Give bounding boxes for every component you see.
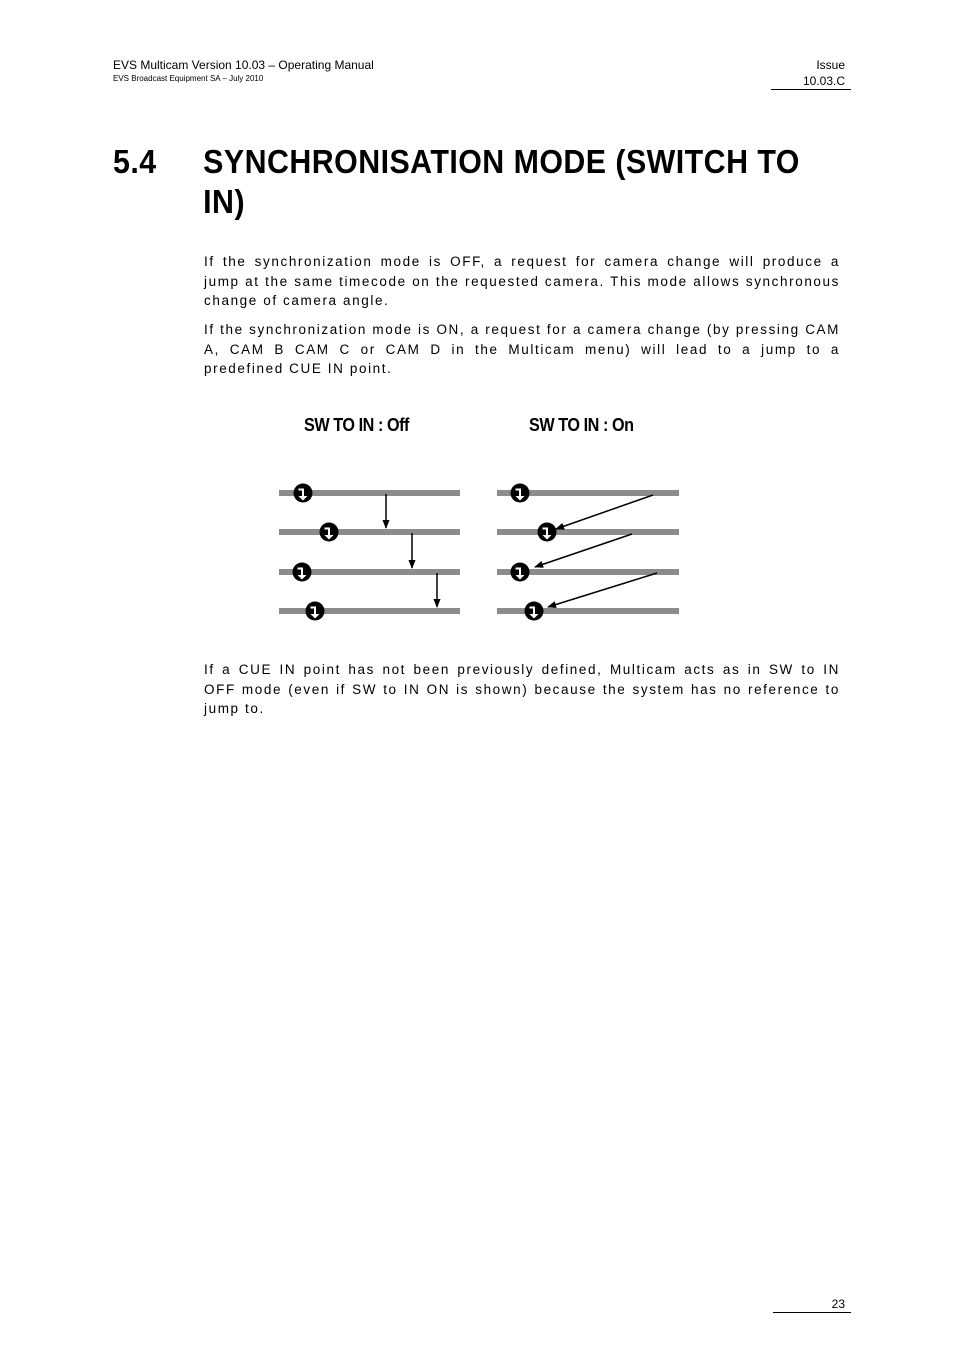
page-number: 23	[773, 1296, 851, 1313]
document-publisher: EVS Broadcast Equipment SA – July 2010	[113, 74, 264, 83]
timeline-bar-on-2	[497, 529, 679, 535]
page-header-right	[771, 58, 851, 90]
diagram-graphic	[270, 405, 690, 635]
issue-label: Issue	[816, 58, 845, 72]
paragraph-no-cue-in: If a CUE IN point has not been previously defined, Multicam acts as in SW to IN OFF mode (even if SW to IN ON is shown) because the system has no reference to jump to.	[204, 662, 840, 716]
section-title: SYNCHRONISATION MODE (SWITCH TO IN)	[203, 143, 800, 220]
diagram-label-off: SW TO IN : Off	[304, 415, 409, 435]
diagram-label-on: SW TO IN : On	[529, 415, 634, 435]
timeline-bar-off-2	[279, 529, 460, 535]
cue-in-marker-icon	[511, 563, 530, 582]
cue-in-marker-icon	[525, 602, 544, 621]
cue-in-marker-icon	[306, 602, 325, 621]
cue-in-marker-icon	[320, 523, 339, 542]
paragraph-sync-on: If the synchronization mode is ON, a request for a camera change (by pressing CAM A, CAM B CAM C or CAM D in the Multicam menu) will lead to a jump to a predefined CUE IN point.	[204, 322, 840, 376]
timeline-bar-on-4	[497, 608, 679, 614]
paragraph-sync-off: If the synchronization mode is OFF, a request for camera change will produce a jump at the same timecode on the requested camera. This mode allows synchronous change of camera angle.	[204, 254, 840, 308]
jump-arrow-on-3	[548, 573, 657, 607]
cue-in-marker-icon	[538, 523, 557, 542]
issue-number: 10.03.C	[771, 73, 851, 90]
document-title: EVS Multicam Version 10.03 – Operating Manual	[113, 58, 374, 72]
cue-in-marker-icon	[511, 484, 530, 503]
cue-in-marker-icon	[294, 484, 313, 503]
section-number: 5.4	[113, 143, 157, 180]
sync-mode-diagram	[270, 405, 690, 635]
cue-in-marker-icon	[293, 563, 312, 582]
jump-arrow-on-1	[556, 495, 653, 529]
page-header-left	[113, 58, 374, 84]
